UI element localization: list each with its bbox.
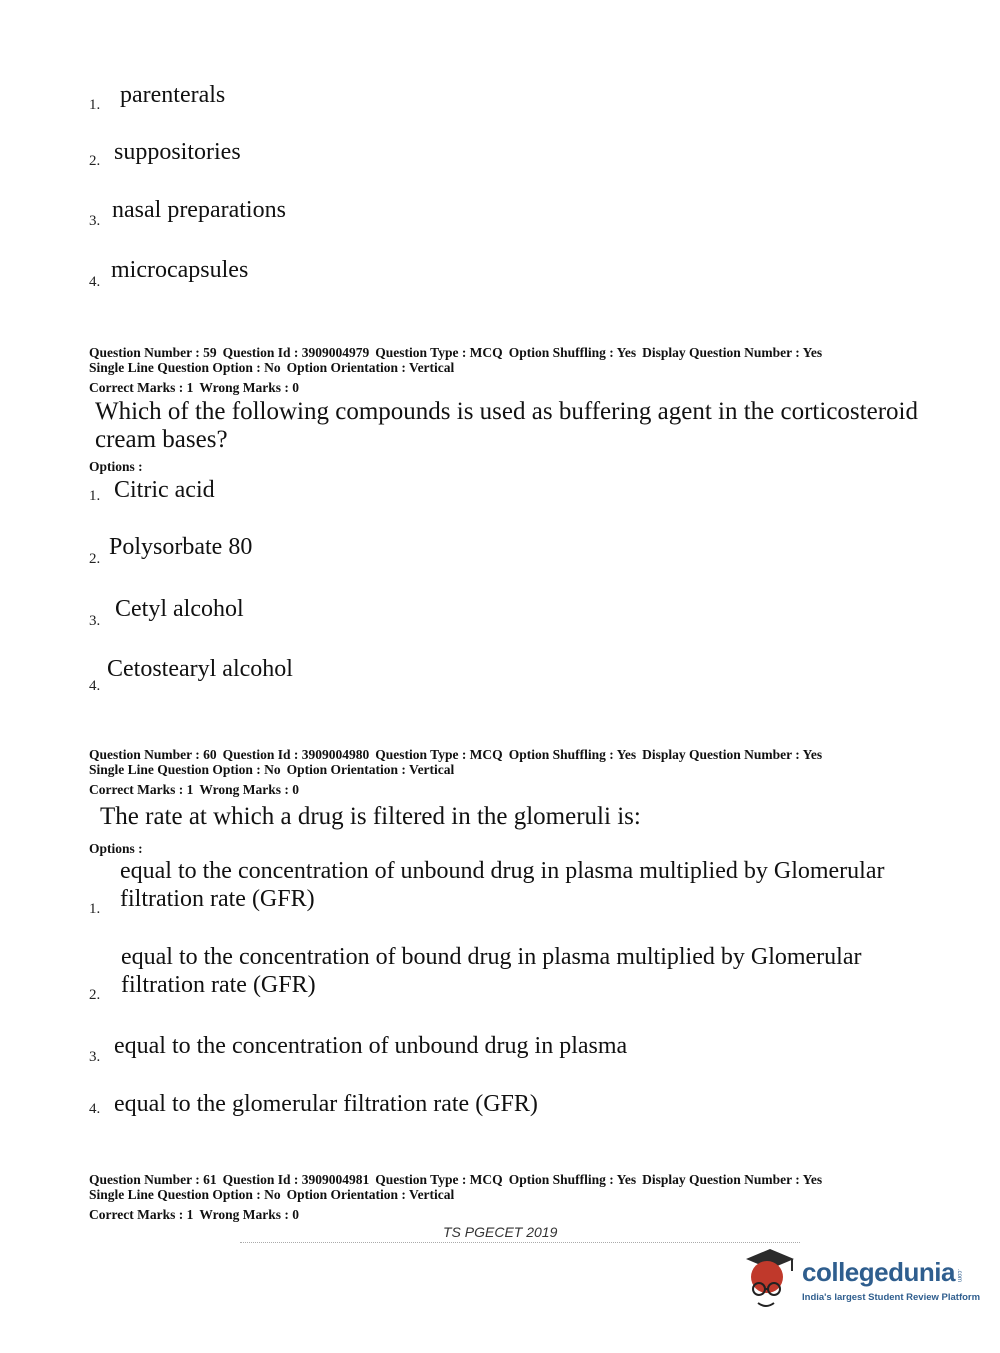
option-number: 3. xyxy=(89,613,101,629)
option-number: 3. xyxy=(89,213,101,229)
brand-name: collegedunia xyxy=(802,1257,955,1287)
question-marks: Correct Marks : 1 Wrong Marks : 0 xyxy=(89,1207,299,1222)
question-meta: Question Number : 61 Question Id : 3909004981 Question Type : MCQ Option Shuffling : Yes Display Question Number : Yes xyxy=(89,1172,823,1187)
option-text: nasal preparations xyxy=(112,197,286,223)
options-label: Options : xyxy=(89,459,143,474)
option-number: 4. xyxy=(89,274,101,290)
question-text: Which of the following compounds is used as buffering agent in the corticosteroid cream bases? xyxy=(95,398,918,453)
brand-tagline: India's largest Student Review Platform xyxy=(802,1292,981,1303)
footer-exam-name: TS PGECET 2019 xyxy=(443,1224,558,1240)
option-number: 4. xyxy=(89,678,101,694)
option-text: equal to the glomerular filtration rate (GFR) xyxy=(114,1091,538,1117)
option-number: 1. xyxy=(89,901,101,917)
collegedunia-logo[interactable] xyxy=(740,1245,981,1315)
option-number: 3. xyxy=(89,1049,101,1065)
option-number: 2. xyxy=(89,153,101,169)
option-text: suppositories xyxy=(114,139,241,165)
option-text: equal to the concentration of unbound drug in plasma multiplied by Glomerular filtration rate (GFR) xyxy=(120,858,885,912)
option-text: Citric acid xyxy=(114,477,215,503)
option-number: 2. xyxy=(89,987,101,1003)
footer-divider xyxy=(240,1242,800,1243)
option-text: microcapsules xyxy=(111,257,249,283)
option-text: equal to the concentration of bound drug in plasma multiplied by Glomerular filtration rate (GFR) xyxy=(121,944,862,998)
option-number: 4. xyxy=(89,1101,101,1117)
question-marks: Correct Marks : 1 Wrong Marks : 0 xyxy=(89,782,299,797)
option-text: Cetostearyl alcohol xyxy=(107,656,293,682)
option-text: Cetyl alcohol xyxy=(115,596,244,622)
option-text: Polysorbate 80 xyxy=(109,534,253,560)
options-label: Options : xyxy=(89,841,143,856)
question-meta-line2: Single Line Question Option : No Option Orientation : Vertical xyxy=(89,360,455,375)
option-number: 1. xyxy=(89,488,101,504)
question-meta-line2: Single Line Question Option : No Option Orientation : Vertical xyxy=(89,762,455,777)
option-text: equal to the concentration of unbound drug in plasma xyxy=(114,1033,628,1059)
question-meta-line2: Single Line Question Option : No Option Orientation : Vertical xyxy=(89,1187,455,1202)
question-meta: Question Number : 60 Question Id : 3909004980 Question Type : MCQ Option Shuffling : Yes Display Question Number : Yes xyxy=(89,747,823,762)
mascot-icon xyxy=(740,1245,800,1315)
question-marks: Correct Marks : 1 Wrong Marks : 0 xyxy=(89,380,299,395)
option-text: parenterals xyxy=(120,82,226,108)
brand-suffix: .com xyxy=(956,1269,962,1283)
question-text: The rate at which a drug is filtered in the glomeruli is: xyxy=(100,803,641,830)
option-number: 2. xyxy=(89,551,101,567)
option-number: 1. xyxy=(89,97,101,113)
question-meta: Question Number : 59 Question Id : 3909004979 Question Type : MCQ Option Shuffling : Yes Display Question Number : Yes xyxy=(89,345,823,360)
